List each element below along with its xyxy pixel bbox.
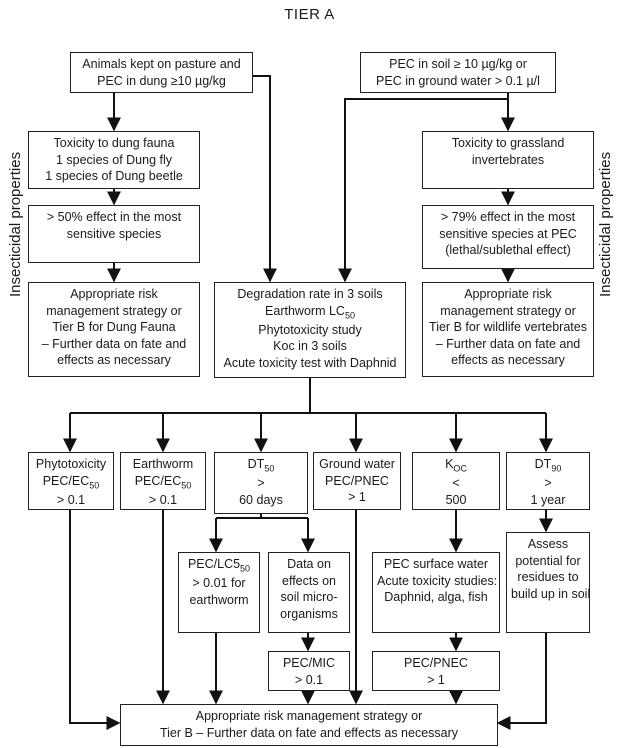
box-earthworm xyxy=(120,452,206,510)
box-text-line: management strategy or xyxy=(440,303,576,318)
box-text-line: PEC in ground water > 0.1 µ/l xyxy=(376,73,540,88)
box-phytotoxicity xyxy=(28,452,114,510)
box-dt90 xyxy=(506,452,590,510)
box-text-line: 1 year xyxy=(530,492,566,507)
box-text-line: Animals kept on pasture and xyxy=(82,57,241,71)
box-text-line: > 1 xyxy=(427,672,445,687)
box-text-line: Acute toxicity test with Daphnid xyxy=(223,355,397,370)
box-text-line: Earthworm $LC_{50}$ xyxy=(265,303,355,320)
box-text-line: build up in soil xyxy=(511,586,591,601)
box-text-line: Assess xyxy=(527,537,569,551)
box-text-line: PEC/$EC_{50}$ xyxy=(42,473,100,490)
box-risk-right xyxy=(422,282,594,377)
box-text-line: > 0.1 xyxy=(56,492,86,507)
box-text-line: management strategy or xyxy=(46,303,182,318)
box-koc xyxy=(412,452,500,510)
box-text-line: Koc in 3 soils xyxy=(273,339,347,354)
box-risk-left xyxy=(28,282,200,377)
box-pec-soil xyxy=(360,52,556,93)
box-text-line: – Further data on fate and xyxy=(435,336,581,351)
box-center-tests xyxy=(214,282,406,378)
box-text-line: organisms xyxy=(280,606,338,621)
box-text-line: Phytotoxicity xyxy=(35,457,107,471)
box-text-line: earthworm xyxy=(189,592,249,607)
box-final-risk-management xyxy=(120,704,498,746)
box-text-line: invertebrates xyxy=(471,152,545,167)
box-text-line: Appropriate risk management strategy or xyxy=(195,709,423,723)
box-text-line: > 0.01 for xyxy=(192,576,246,591)
box-dt50 xyxy=(214,452,308,514)
box-text-line: effects as necessary xyxy=(451,353,565,367)
box-text-line: Appropriate risk xyxy=(70,287,158,301)
side-label-right: Insecticidal properties xyxy=(597,151,614,297)
box-text-line: PEC surface water xyxy=(383,557,489,571)
box-text-line: 1 species of Dung fly xyxy=(55,152,173,167)
box-text-line: PEC/MIC xyxy=(282,656,336,670)
box-text-line: Data on xyxy=(287,557,331,571)
box-text-line: Toxicity to dung fauna xyxy=(53,136,175,150)
box-grassland xyxy=(422,131,594,189)
box-text-line: Tier B – Further data on fate and effects as necessary xyxy=(159,725,459,740)
box-text-line: $DT_{50}$ xyxy=(247,457,275,474)
box-text-line: potential for xyxy=(515,553,581,568)
box-pec-lc50 xyxy=(178,552,260,633)
box-effect-50 xyxy=(28,205,200,263)
box-groundwater xyxy=(313,452,401,510)
box-text-line: PEC in dung ≥10 µg/kg xyxy=(97,73,226,88)
box-text-line: > 79% effect in the most xyxy=(440,210,576,224)
box-text-line: 500 xyxy=(445,492,467,507)
box-text-line: > xyxy=(544,476,552,491)
box-text-line: Tier B for Dung Fauna xyxy=(52,320,176,334)
box-residues xyxy=(506,532,590,633)
box-text-line: Phytotoxicity study xyxy=(258,322,362,337)
box-text-line: $DT_{90}$ xyxy=(534,457,562,474)
arrow-phyto-to-final xyxy=(70,509,119,723)
box-text-line: PEC/$EC_{50}$ xyxy=(134,473,192,490)
box-text-line: soil micro- xyxy=(280,590,338,604)
box-text-line: Ground water xyxy=(319,457,395,471)
box-text-line: PEC in soil ≥ 10 µg/kg or xyxy=(389,57,527,71)
box-text-line: effects as necessary xyxy=(57,353,171,367)
arrow-pasture-to-center xyxy=(212,76,270,281)
box-text-line: effects on xyxy=(282,573,336,588)
box-effect-79 xyxy=(422,205,594,269)
box-text-line: Acute toxicity studies: xyxy=(377,573,498,588)
box-surface-water xyxy=(372,552,500,633)
box-text-line: – Further data on fate and xyxy=(41,336,187,351)
box-text-line: Tier B for wildlife vertebrates xyxy=(429,320,587,334)
box-text-line: Earthworm xyxy=(132,457,194,471)
box-text-line: Toxicity to grassland xyxy=(451,136,565,150)
box-text-line: PEC/PNEC xyxy=(404,656,468,670)
box-pasture xyxy=(70,52,253,93)
diagram-title: TIER A xyxy=(284,6,335,23)
box-text-line: 60 days xyxy=(239,492,283,507)
box-dung-fauna xyxy=(28,131,200,189)
box-text-line: > 0.1 xyxy=(294,672,324,687)
box-text-line: PEC/$LC5_{50}$ xyxy=(187,557,251,574)
side-label-left: Insecticidal properties xyxy=(7,151,24,297)
box-text-line: sensitive species xyxy=(66,226,162,241)
box-text-line: $K_{OC}$ xyxy=(445,457,467,474)
box-text-line: > xyxy=(257,476,265,491)
box-text-line: Appropriate risk xyxy=(464,287,552,301)
box-pec-pnec xyxy=(372,651,500,691)
box-text-line: Daphnid, alga, fish xyxy=(384,590,488,604)
box-pec-mic xyxy=(268,651,350,691)
box-soil-micro-organisms xyxy=(268,552,350,633)
box-text-line: residues to xyxy=(517,570,579,584)
arrow-residues-to-final xyxy=(498,632,546,723)
box-text-line: > 0.1 xyxy=(148,492,178,507)
box-text-line: 1 species of Dung beetle xyxy=(45,169,183,183)
box-text-line: > 50% effect in the most xyxy=(46,210,182,224)
box-text-line: < xyxy=(452,476,460,491)
box-text-line: Degradation rate in 3 soils xyxy=(237,287,383,301)
box-text-line: PEC/PNEC xyxy=(325,473,389,488)
box-text-line: (lethal/sublethal effect) xyxy=(445,243,571,257)
box-text-line: sensitive species at PEC xyxy=(439,226,577,241)
box-text-line: > 1 xyxy=(348,490,366,504)
